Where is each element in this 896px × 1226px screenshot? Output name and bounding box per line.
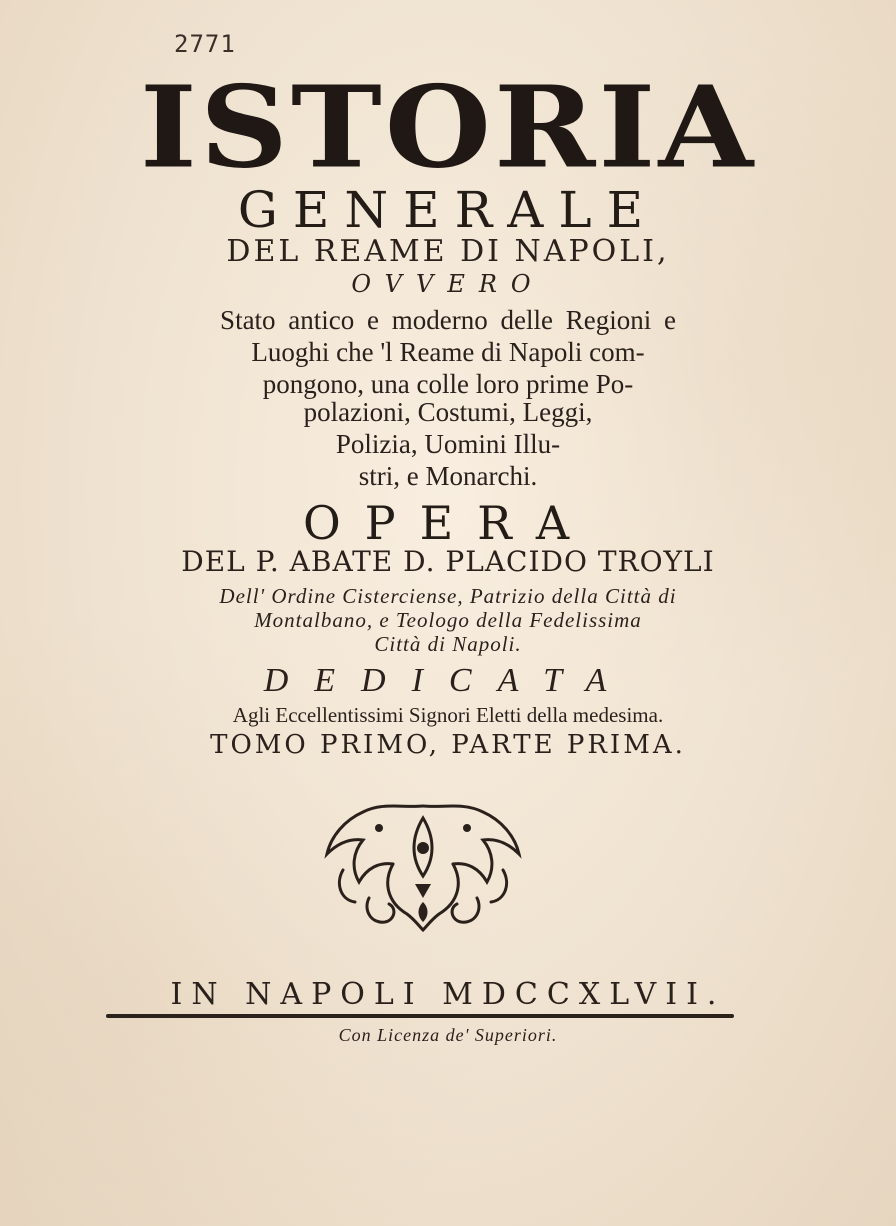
- imprint-rule: [106, 1014, 734, 1018]
- dedication-text: Agli Eccellentissimi Signori Eletti della medesima.: [232, 703, 664, 727]
- license-line: Con Licenza de' Superiori.: [338, 1025, 558, 1045]
- imprint-line: IN NAPOLI MDCCXLVII.: [170, 977, 726, 1012]
- subtitle-line: stri, e Monarchi.: [358, 461, 538, 491]
- author-name: DEL P. ABATE D. PLACIDO TROYLI: [181, 545, 715, 578]
- title-reame: DEL REAME DI NAPOLI,: [226, 234, 670, 269]
- dedicata-heading: DEDICATA: [263, 662, 633, 699]
- subtitle-line: pongono, una colle loro prime Po-: [262, 369, 634, 399]
- subtitle-line: polazioni, Costumi, Leggi,: [303, 397, 593, 427]
- subtitle-line: Polizia, Uomini Illu-: [335, 429, 561, 459]
- volume-line: TOMO PRIMO, PARTE PRIMA.: [210, 730, 686, 760]
- title-generale: GENERALE: [237, 181, 659, 239]
- opera-heading: OPERA: [302, 496, 594, 550]
- printers-ornament-icon: [323, 798, 523, 936]
- author-title-line: Montalbano, e Teologo della Fedelissima: [254, 608, 642, 632]
- subtitle-line: Luoghi che 'l Reame di Napoli com-: [251, 337, 645, 367]
- title-main: ISTORIA: [139, 60, 757, 194]
- title-ovvero: OVVERO: [351, 270, 545, 298]
- catalog-number: 2771: [174, 30, 236, 58]
- author-title-line: Dell' Ordine Cisterciense, Patrizio della Città di: [219, 584, 677, 608]
- author-title-line: Città di Napoli.: [374, 632, 522, 656]
- subtitle-line: Stato antico e moderno delle Regioni e: [220, 305, 676, 335]
